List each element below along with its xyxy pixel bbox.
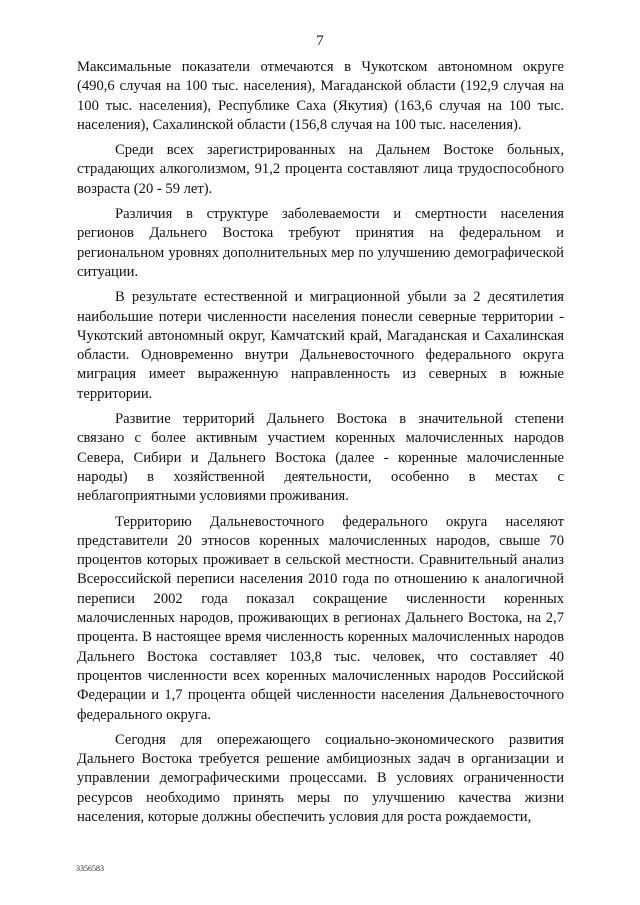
paragraph-2: Среди всех зарегистрированных на Дальнем Востоке больных, страдающих алкоголизмом, 91,2 процента составляют лица трудоспособного возраста (20 - 59 лет). <box>77 142 564 197</box>
paragraph-1: Максимальные показатели отмечаются в Чукотском автономном округе (490,6 случая на 100 тыс. населения), Магаданской области (192,9 случая на 100 тыс. населения), Республике Саха (Якутия) (163,6 случая на 100 тыс. населения), Сахалинской области (156,8 случая на 100 тыс. населения). <box>77 59 564 133</box>
paragraph-6: Территорию Дальневосточного федерального округа населяют представители 20 этносов коренных малочисленных народов, свыше 70 процентов которых проживает в сельской местности. Сравнительный анализ Всероссийской переписи населения 2010 года по отношению к аналогичной переписи 2002 года показал сокращение численности коренных малочисленных народов, проживающих в регионах Дальнего Востока, на 2,7 процента. В настоящее время численность коренных малочисленных народов Дальнего Востока составляет 103,8 тыс. человек, что составляет 40 процентов численности всех коренных малочисленных народов Российской Федерации и 1,7 процента общей численности населения Дальневосточного федерального округа. <box>77 513 564 723</box>
page-number: 7 <box>316 33 324 49</box>
paragraph-3: Различия в структуре заболеваемости и смертности населения регионов Дальнего Востока требуют принятия на федеральном и региональном уровнях дополнительных мер по улучшению демографической ситуации. <box>77 206 564 280</box>
document-code: 3356583 <box>76 864 104 873</box>
paragraph-5: Развитие территорий Дальнего Востока в значительной степени связано с более активным участием коренных малочисленных народов Севера, Сибири и Дальнего Востока (далее - коренные малочисленные народы) в хозяйственной деятельности, особенно в местах с неблагоприятными условиями проживания. <box>77 411 564 505</box>
document-body <box>77 58 564 827</box>
paragraph-7: Сегодня для опережающего социально-экономического развития Дальнего Востока требуется решение амбициозных задач в организации и управлении демографическими процессами. В условиях ограниченности ресурсов необходимо принять меры по улучшению качества жизни населения, которые должны обеспечить условия для роста рождаемости, <box>77 731 564 825</box>
paragraph-4: В результате естественной и миграционной убыли за 2 десятилетия наибольшие потери численности населения понесли северные территории - Чукотский автономный округ, Камчатский край, Магаданская и Сахалинская области. Одновременно внутри Дальневосточного федерального округа миграция имеет выраженную направленность из северных в южные территории. <box>77 289 564 402</box>
